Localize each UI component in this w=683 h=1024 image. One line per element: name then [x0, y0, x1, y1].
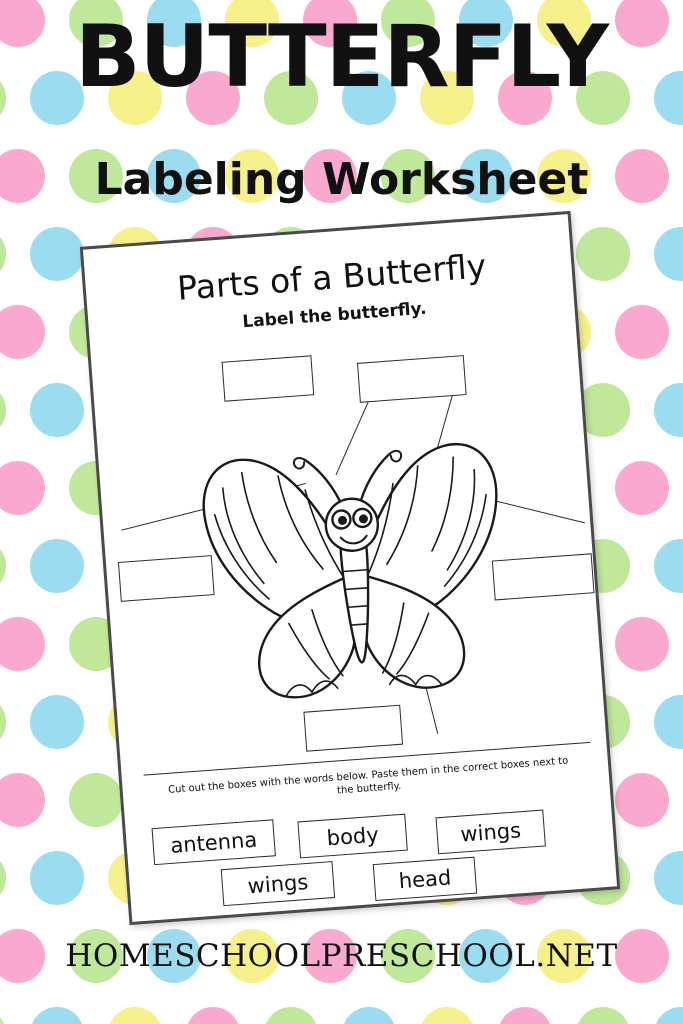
word-card-antenna[interactable]: antenna — [152, 819, 276, 865]
word-card-wings-left[interactable]: wings — [221, 861, 335, 906]
blank-box-top-left[interactable] — [222, 355, 315, 401]
butterfly-illustration — [173, 389, 535, 723]
page-title: BUTTERFLY — [74, 7, 609, 107]
page-subtitle: Labeling Worksheet — [94, 154, 589, 205]
cut-paste-instructions: Cut out the boxes with the words below. Paste them in the correct boxes next to the butterfly. — [167, 755, 569, 797]
worksheet-sheet-wrapper — [80, 211, 620, 925]
word-card-body[interactable]: body — [297, 814, 407, 859]
footer-site-url: HOMESCHOOLPRESCHOOL.NET — [65, 938, 618, 974]
worksheet-sheet — [80, 211, 620, 925]
word-card-wings-right[interactable]: wings — [435, 809, 545, 854]
word-card-head[interactable]: head — [373, 857, 477, 901]
worksheet-title: Parts of a Butterfly — [175, 246, 488, 308]
worksheet-subtitle: Label the butterfly. — [241, 298, 428, 333]
